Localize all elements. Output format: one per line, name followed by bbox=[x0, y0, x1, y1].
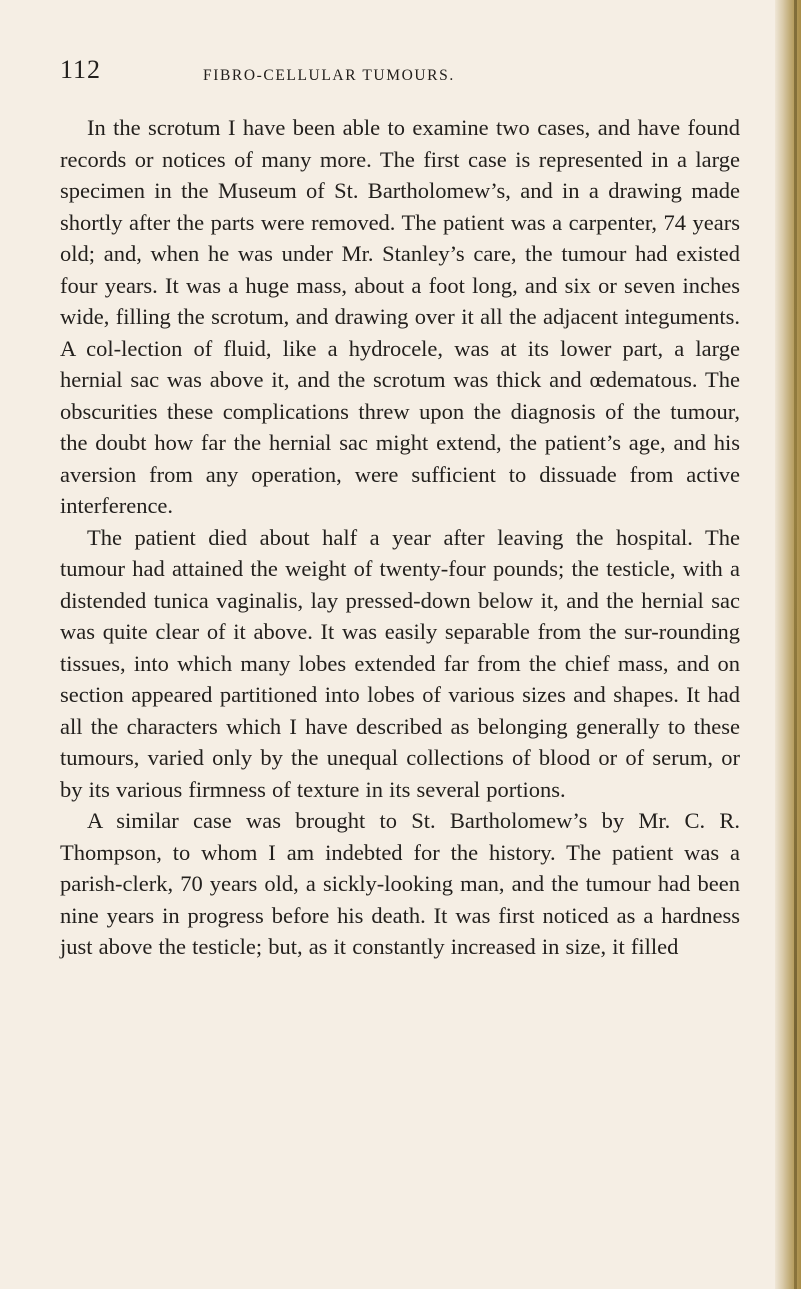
book-binding-line bbox=[794, 0, 797, 1289]
running-title: FIBRO-CELLULAR TUMOURS. bbox=[203, 67, 455, 84]
paragraph-2: The patient died about half a year after leaving the hospital. The tumour had attained the weight of twenty-four pounds; the testicle, with a distended tunica vaginalis, lay pressed-down below it, and the hernial sac was quite clear of it above. It was easily separable from the sur-rounding tissues, into which many lobes extended far from the chief mass, and on section appeared partitioned into lobes of various sizes and shapes. It had all the characters which I have described as belonging generally to these tumours, varied only by the unequal collections of blood or of serum, or by its various firmness of texture in its several portions. bbox=[60, 524, 740, 802]
paragraph-1: In the scrotum I have been able to examine two cases, and have found records or notices of many more. The first case is represented in a large specimen in the Museum of St. Bartholomew’s, and in a drawing made shortly after the parts were removed. The patient was a carpenter, 74 years old; and, when he was under Mr. Stanley’s care, the tumour had existed four years. It was a huge mass, about a foot long, and six or seven inches wide, filling the scrotum, and drawing over it all the adjacent integuments. A col-lection of fluid, like a hydrocele, was at its lower part, a large hernial sac was above it, and the scrotum was thick and œdematous. The obscurities these complications threw upon the diagnosis of the tumour, the doubt how far the hernial sac might extend, the patient’s age, and his aversion from any operation, were sufficient to dissuade from active interference. bbox=[60, 115, 740, 518]
paragraph-3: A similar case was brought to St. Bartholomew’s by Mr. C. R. Thompson, to whom I am indebted for the history. The patient was a parish-clerk, 70 years old, a sickly-looking man, and the tumour had been nine years in progress before his death. It was first noticed as a hardness just above the testicle; but, as it constantly increased in size, it filled bbox=[60, 808, 740, 959]
book-gutter-edge bbox=[775, 0, 801, 1289]
body-text bbox=[60, 112, 740, 963]
page-header bbox=[60, 55, 740, 95]
page-number: 112 bbox=[60, 55, 102, 84]
